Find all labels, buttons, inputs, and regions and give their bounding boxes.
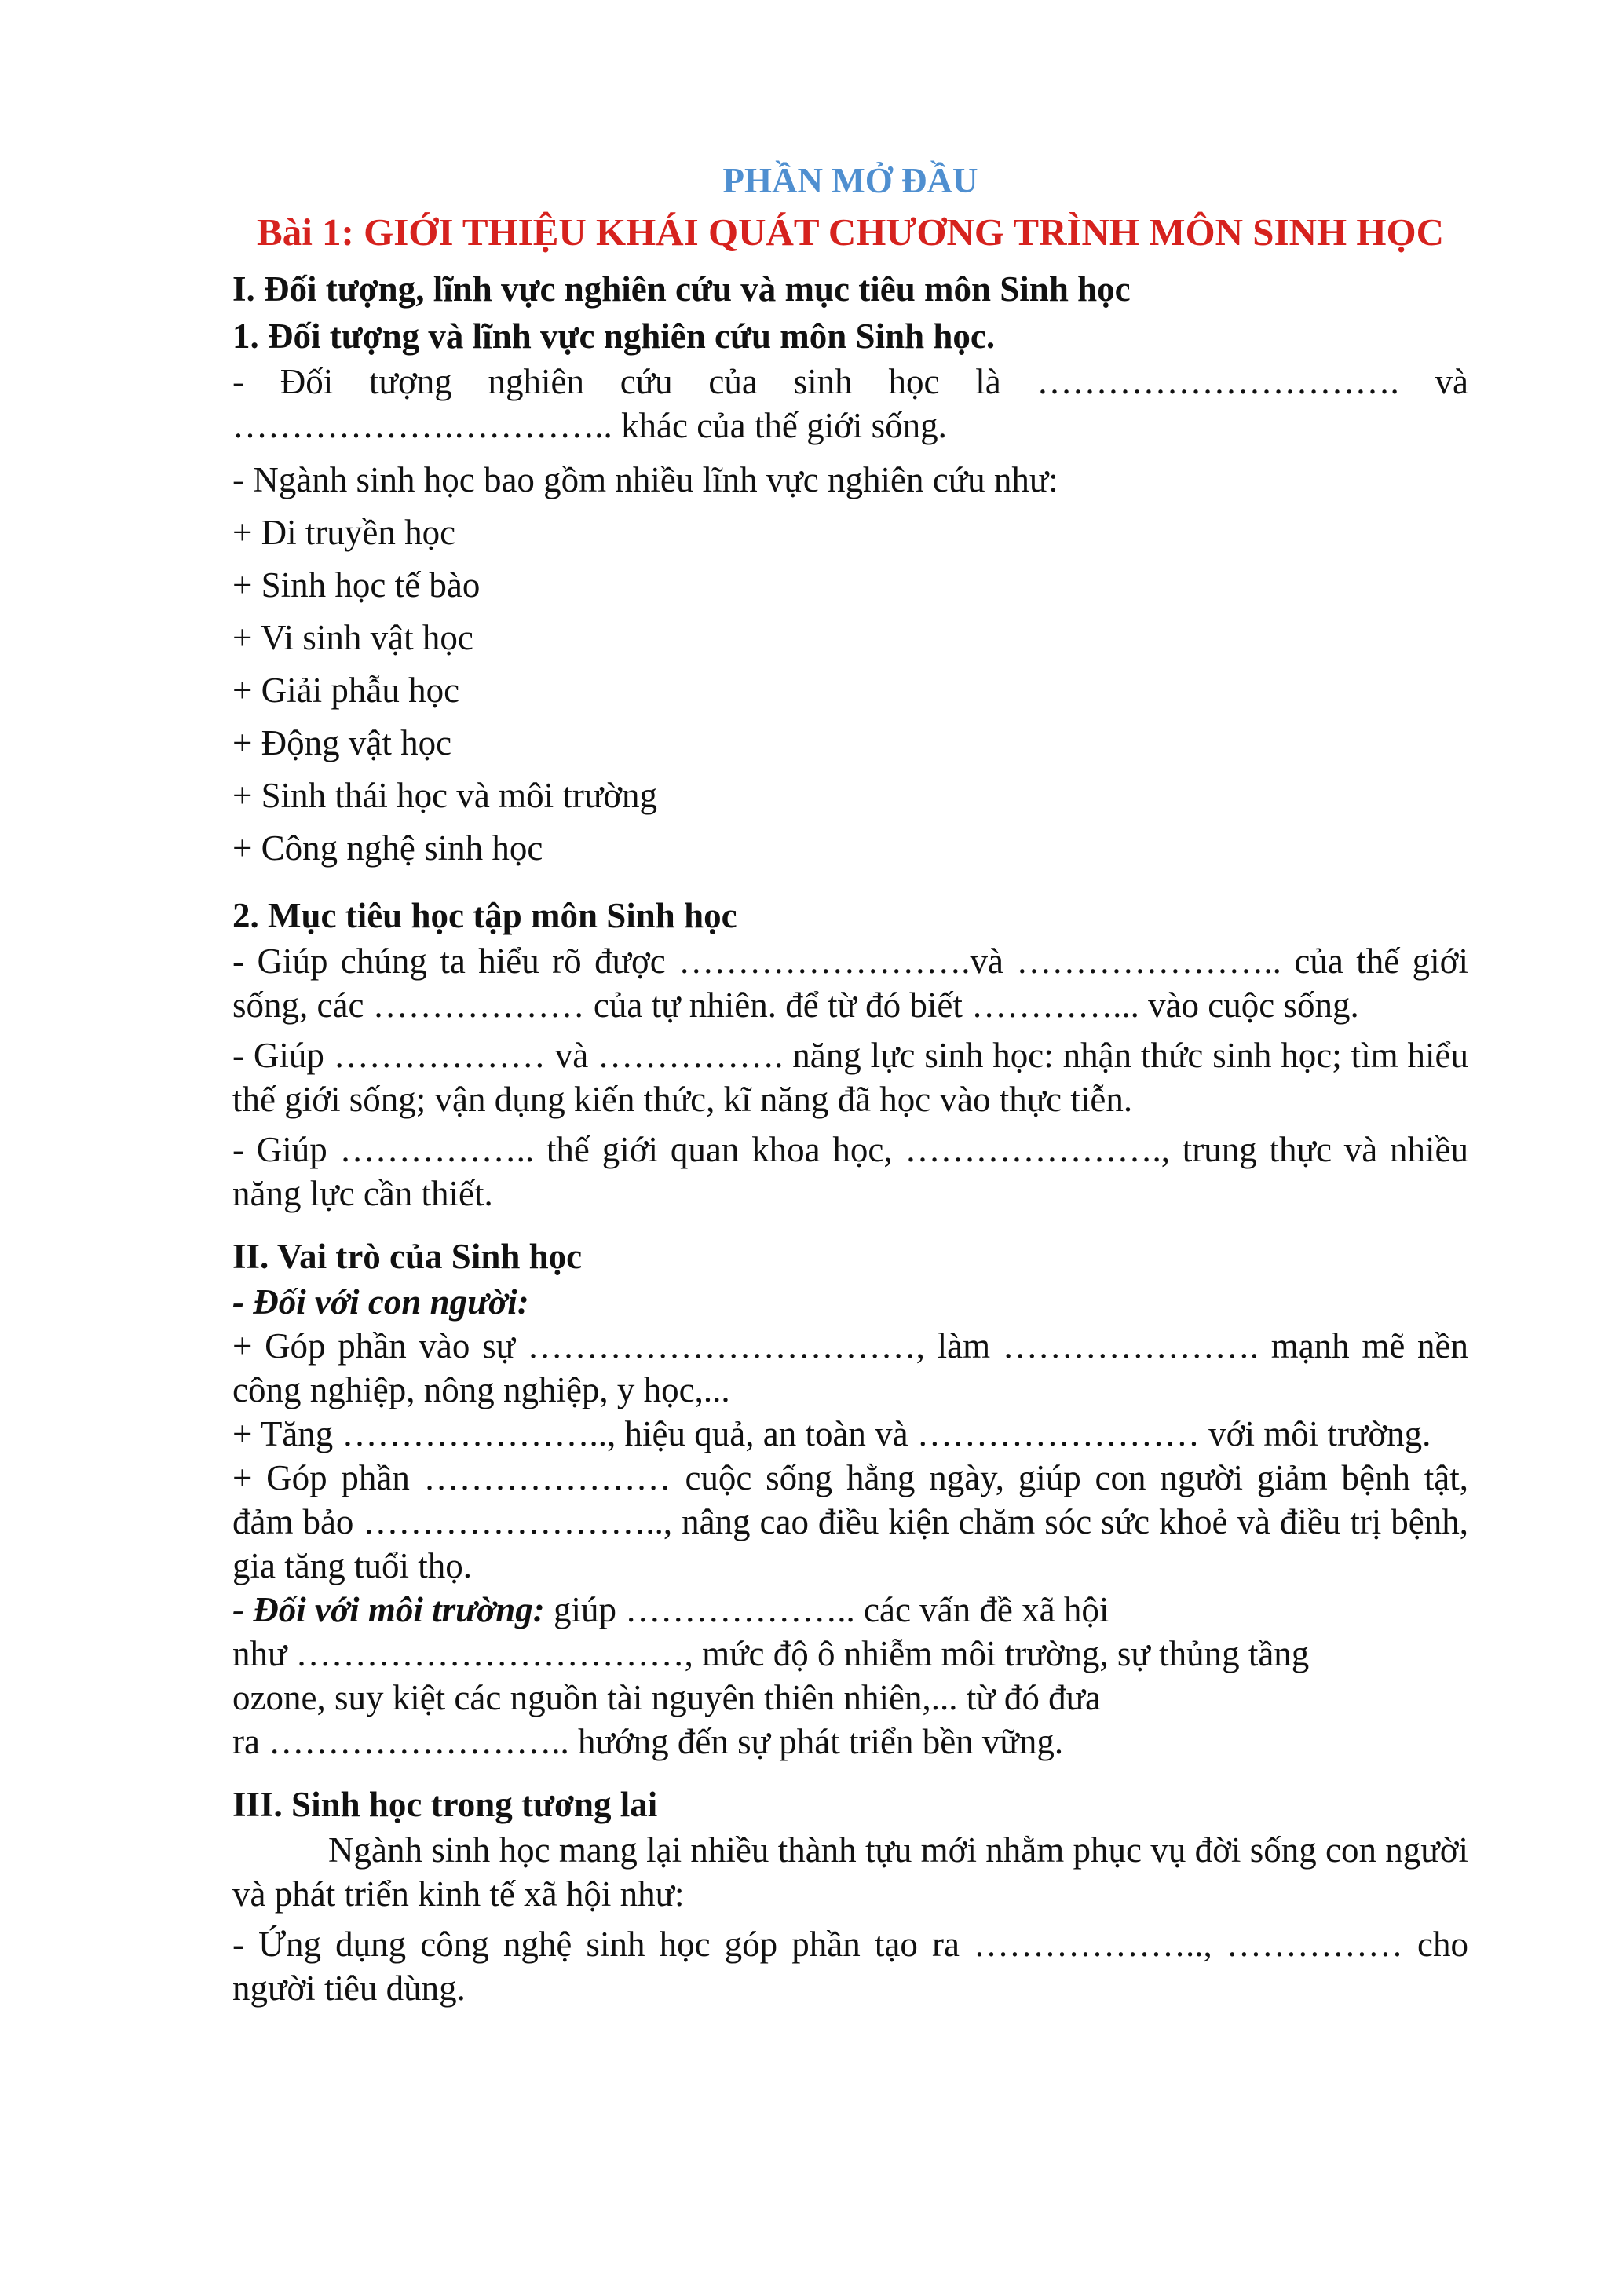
human-item: + Góp phần vào sự ……………………………, làm …………………. mạnh mẽ nền công nghiệp, nông nghiệp, y học,...	[232, 1326, 1468, 1409]
environment-line-1	[232, 1588, 1468, 1632]
section3-paragraph-2: - Ứng dụng công nghệ sinh học góp phần tạo ra ……………….., …………… cho người tiêu dùng.	[232, 1925, 1468, 2008]
field-item: + Sinh học tế bào	[232, 565, 481, 605]
sub2-paragraph-1: - Giúp chúng ta hiểu rõ được …………………….và ………………….. của thế giới sống, các ……………… của tự nhiên. để từ đó biết …………... vào cuộc sống.	[232, 941, 1468, 1025]
environment-line-4: ra …………………….. hướng đến sự phát triển bền vững.	[232, 1722, 1064, 1761]
sub1-paragraph-2: - Ngành sinh học bao gồm nhiều lĩnh vực nghiên cứu như:	[232, 460, 1058, 499]
section1-sub1-heading: 1. Đối tượng và lĩnh vực nghiên cứu môn Sinh học.	[232, 316, 996, 356]
human-item: + Góp phần ………………… cuộc sống hằng ngày, giúp con người giảm bệnh tật, đảm bảo …………………….., nâng cao điều kiện chăm sóc sức khoẻ và điều trị bệnh, gia tăng tuổi thọ.	[232, 1458, 1468, 1585]
field-item: + Vi sinh vật học	[232, 618, 473, 657]
section3-heading: III. Sinh học trong tương lai	[232, 1785, 658, 1824]
part-title: PHẦN MỞ ĐẦU	[722, 161, 978, 200]
section1-heading: I. Đối tượng, lĩnh vực nghiên cứu và mục tiêu môn Sinh học	[232, 269, 1131, 309]
section1-sub2-heading: 2. Mục tiêu học tập môn Sinh học	[232, 896, 737, 935]
field-item: + Động vật học	[232, 723, 452, 762]
field-item: + Công nghệ sinh học	[232, 828, 543, 868]
environment-line-3: ozone, suy kiệt các nguồn tài nguyên thiên nhiên,... từ đó đưa	[232, 1678, 1102, 1717]
field-item: + Sinh thái học và môi trường	[232, 776, 658, 815]
document-body	[232, 157, 1468, 2010]
human-label: - Đối với con người:	[232, 1282, 529, 1322]
sub2-paragraph-2: - Giúp ……………… và ……………. năng lực sinh học: nhận thức sinh học; tìm hiểu thế giới sống; vận dụng kiến thức, kĩ năng đã học vào thực tiễn.	[232, 1036, 1468, 1119]
sub2-paragraph-3: - Giúp …………….. thế giới quan khoa học, …………………., trung thực và nhiều năng lực cần thiết.	[232, 1130, 1468, 1213]
field-item: + Di truyền học	[232, 513, 456, 552]
section3-paragraph-1: Ngành sinh học mang lại nhiều thành tựu mới nhằm phục vụ đời sống con người và phát triển kinh tế xã hội như:	[232, 1830, 1468, 1914]
field-item: + Giải phẫu học	[232, 671, 460, 710]
sub1-paragraph-1: - Đối tượng nghiên cứu của sinh học là …………………………. và ……………….………….. khác của thế giới sống.	[232, 362, 1468, 445]
environment-label: - Đối với môi trường:	[232, 1590, 545, 1629]
section2-heading: II. Vai trò của Sinh học	[232, 1237, 583, 1276]
environment-text: giúp ……………….. các vấn đề xã hội	[544, 1590, 1109, 1629]
lesson-title: Bài 1: GIỚI THIỆU KHÁI QUÁT CHƯƠNG TRÌNH MÔN SINH HỌC	[257, 210, 1444, 254]
environment-line-2: như ……………………………, mức độ ô nhiễm môi trường, sự thủng tầng	[232, 1634, 1310, 1673]
human-item: + Tăng ………………….., hiệu quả, an toàn và …………………… với môi trường.	[232, 1414, 1431, 1453]
